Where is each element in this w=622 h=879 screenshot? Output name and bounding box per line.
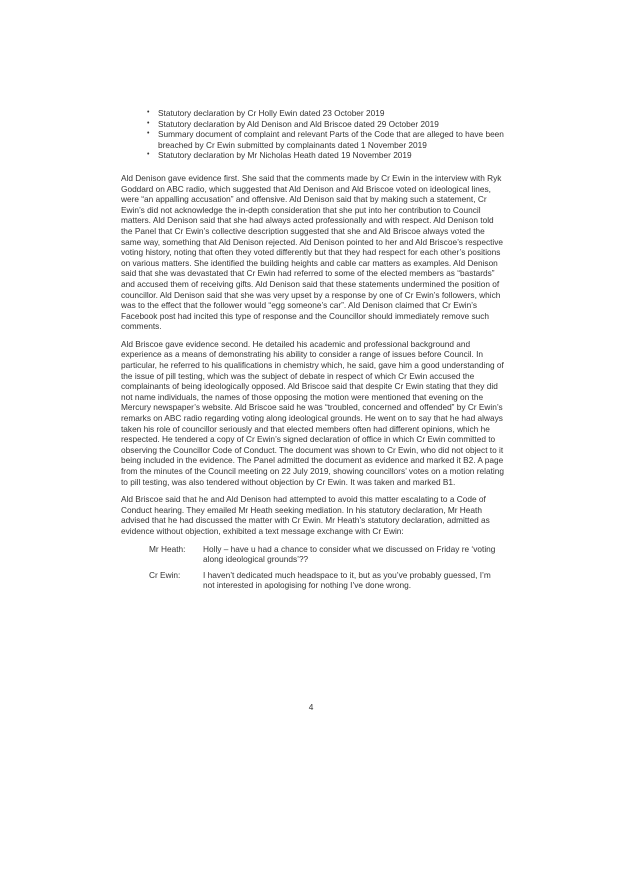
- document-body: [121, 108, 504, 591]
- exchange-line-ewin: [149, 570, 504, 591]
- bullet-icon: •: [147, 109, 150, 116]
- bullet-icon: •: [147, 130, 150, 138]
- list-item: • Statutory declaration by Cr Holly Ewin dated 23 October 2019: [147, 108, 385, 118]
- speaker-label: Mr Heath:: [149, 543, 186, 554]
- paragraph-mediation: Ald Briscoe said that he and Ald Denison had attempted to avoid this matter escalating to a Code of Conduct hearing. They emailed Mr Heath seeking mediation. In his statutory declaration, Mr Heath advised that he had discussed the matter with Cr Ewin. Mr Heath’s statutory declaration, admitted as evidence without objection, exhibited a text message exchange with Cr Ewin:: [121, 494, 490, 536]
- list-item: • Statutory declaration by Ald Denison and Ald Briscoe dated 29 October 2019: [147, 118, 439, 129]
- bullet-icon: •: [147, 119, 150, 127]
- speaker-label: Cr Ewin:: [149, 569, 181, 580]
- bullet-icon: •: [147, 151, 150, 159]
- list-item: • Statutory declaration by Mr Nicholas Heath dated 19 November 2019: [147, 150, 412, 161]
- message-text: Holly – have u had a chance to consider what we discussed on Friday re ‘voting along ideological grounds’??: [203, 543, 496, 565]
- list-item: • Summary document of complaint and relevant Parts of the Code that are alleged to have been breached by Cr Ewin submitted by complainants dated 1 November 2019: [147, 129, 504, 150]
- evidence-list: [121, 108, 504, 161]
- paragraph-denison-evidence: Ald Denison gave evidence first. She said that the comments made by Cr Ewin in the interview with Ryk Goddard on ABC radio, which suggested that Ald Denison and Ald Briscoe voted on ideological lines, were “an appalling accusation” and offensive. Ald Denison said that by making such a statement, Cr Ewin’s did not acknowledge the in-depth consideration that she put into her contribution to Council matters. Ald Denison said that she had always acted professionally and with respect. Ald Denison told the Panel that Cr Ewin’s collective description suggested that she and Ald Briscoe always voted the same way, something that Ald Denison rejected. Ald Denison pointed to her and Ald Briscoe’s respective voting history, noting that often they voted differently but that they had respect for each other’s positions on various matters. She identified the building heights and cable car matters as examples. Ald Denison said that she was devastated that Cr Ewin had referred to some of the elected members as “bastards” and accused them of receiving gifts. Ald Denison said that these statements undermined the position of councillor. Ald Denison said that she was very upset by a response by one of Cr Ewin’s followers, which was to the effect that the follower would “egg someone’s car”. Ald Denison claimed that Cr Ewin’s Facebook post had incited this type of response and the Councillor should immediately remove such comments.: [121, 172, 504, 332]
- paragraph-briscoe-evidence: Ald Briscoe gave evidence second. He detailed his academic and professional background and experience as a means of demonstrating his ability to consider a range of issues before Council. In particular, he referred to his qualifications in chemistry which, he said, gave him a good understanding of the issue of pill testing, which was the subject of debate in respect of which Cr Ewin accused the complainants of being ideologically opposed. Ald Briscoe said that despite Cr Ewin stating that they did not name individuals, the names of those opposing the motion were mentioned that evening on the Mercury newspaper’s website. Ald Briscoe said he was “troubled, concerned and offended” by Cr Ewin’s remarks on ABC radio regarding voting along ideological grounds. He went on to say that he had always taken his role of councillor seriously and that elected members often had different opinions, which he respected. He tendered a copy of Cr Ewin’s signed declaration of office in which Cr Ewin committed to observing the Councillor Code of Conduct. The document was shown to Cr Ewin, who did not object to it being included in the evidence. The Panel admitted the document as evidence and marked it B2. A page from the minutes of the Council meeting on 22 July 2019, showing councillors’ votes on a motion relating to pill testing, was also tendered without objection by Cr Ewin. It was taken and marked B1.: [121, 338, 504, 487]
- text-message-exchange: [149, 544, 504, 591]
- page-number: 4: [308, 702, 314, 712]
- exchange-line-heath: [149, 544, 504, 565]
- message-text: I haven’t dedicated much headspace to it, but as you’ve probably guessed, I’m not interested in apologising for nothing I’ve done wrong.: [203, 569, 491, 591]
